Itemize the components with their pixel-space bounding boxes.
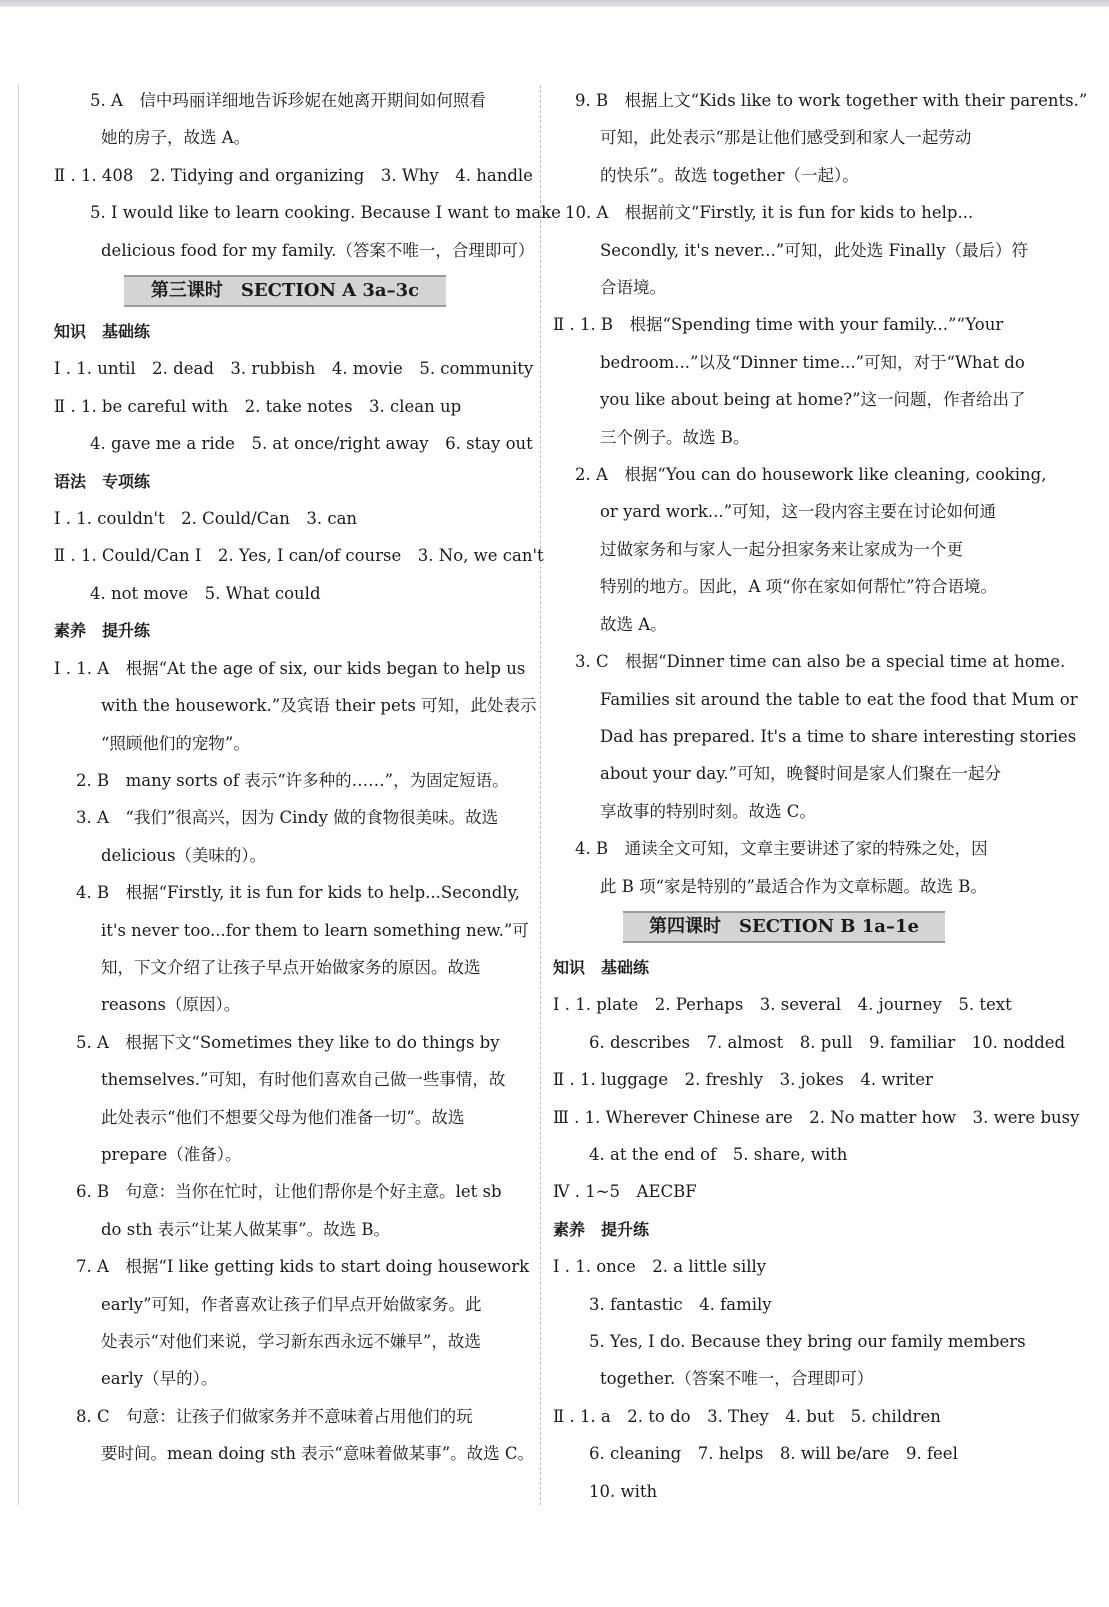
answer-line: Ⅲ . 1. Wherever Chinese are 2. No matter how 3. were busy: [553, 1107, 1080, 1127]
answer-line: 5. A 根据下文“Sometimes they like to do things by: [76, 1032, 500, 1052]
answer-line: 知，下文介绍了让孩子早点开始做家务的原因。故选: [101, 957, 481, 977]
section-heading: 素养 提升练: [553, 1219, 650, 1239]
answer-line: delicious food for my family.（答案不唯一，合理即可）: [101, 240, 535, 260]
answers-continued-right: [553, 82, 1088, 905]
section-heading: 素养 提升练: [54, 621, 151, 641]
answer-line: Families sit around the table to eat the food that Mum or: [600, 689, 1078, 709]
answer-line: Ⅰ . 1. couldn't 2. Could/Can 3. can: [54, 509, 358, 529]
answer-line: together.（答案不唯一，合理即可）: [600, 1369, 874, 1389]
answer-line: or yard work...”可知，这一段内容主要在讨论如何通: [600, 502, 997, 522]
answer-line: bedroom...”以及“Dinner time...”可知，对于“What do: [600, 352, 1025, 372]
answer-line: 10. with: [589, 1481, 658, 1501]
answer-line: themselves.”可知，有时他们喜欢自己做一些事情，故: [101, 1070, 506, 1090]
answer-line: early”可知，作者喜欢让孩子们早点开始做家务。此: [101, 1294, 482, 1314]
answer-line: 6. B 句意：当你在忙时，让他们帮你是个好主意。let sb: [76, 1182, 502, 1202]
lesson-4-answers: [553, 949, 1080, 1510]
answer-line: 5. A 信中玛丽详细地告诉珍妮在她离开期间如何照看: [90, 91, 486, 110]
lesson-3-banner: 第三课时 SECTION A 3a–3c: [124, 275, 446, 307]
section-heading: 知识 基础练: [553, 957, 650, 977]
page-top-strip: [0, 0, 1109, 7]
answer-line: 4. B 通读全文可知，文章主要讲述了家的特殊之处，因: [575, 839, 988, 859]
answer-line: 的快乐”。故选 together（一起）。: [600, 165, 859, 185]
answer-line: delicious（美味的）。: [101, 845, 267, 865]
answer-line: Ⅳ . 1~5 AECBF: [553, 1182, 697, 1202]
answer-line: “照顾他们的宠物”。: [101, 733, 250, 753]
answer-line: 合语境。: [600, 278, 666, 298]
answer-line: 4. at the end of 5. share, with: [589, 1144, 848, 1164]
answer-line: prepare（准备）。: [101, 1144, 242, 1164]
answer-line: 4. B 根据“Firstly, it is fun for kids to help...Secondly,: [76, 883, 520, 903]
answer-line: 故选 A。: [600, 614, 667, 634]
answer-line: 6. cleaning 7. helps 8. will be/are 9. feel: [589, 1444, 958, 1464]
answer-line: 10. A 根据前文“Firstly, it is fun for kids to help...: [565, 203, 974, 223]
answer-line: Ⅰ . 1. once 2. a little silly: [553, 1257, 767, 1277]
lesson-3-answers: [54, 313, 544, 1473]
answer-line: Ⅱ . 1. luggage 2. freshly 3. jokes 4. writer: [553, 1070, 933, 1090]
answer-line: 3. C 根据“Dinner time can also be a special time at home.: [575, 652, 1066, 672]
answer-line: you like about being at home?”这一问题，作者给出了: [600, 390, 1026, 410]
section-heading: 语法 专项练: [54, 471, 151, 491]
left-column: [54, 82, 561, 1473]
answer-line: 5. Yes, I do. Because they bring our family members: [589, 1332, 1026, 1351]
answer-line: 三个例子。故选 B。: [600, 427, 750, 447]
answer-line: Secondly, it's never...”可知，此处选 Finally（最后）符: [600, 240, 1029, 260]
answer-line: Ⅰ . 1. until 2. dead 3. rubbish 4. movie 5. community: [54, 359, 534, 379]
answer-line: 享故事的特别时刻。故选 C。: [600, 801, 816, 821]
answer-line: with the housework.”及宾语 their pets 可知，此处表示: [101, 696, 537, 716]
answer-line: early（早的）。: [101, 1369, 218, 1389]
answer-line: Ⅱ . 1. a 2. to do 3. They 4. but 5. children: [553, 1406, 941, 1426]
answer-line: 2. A 根据“You can do housework like cleaning, cooking,: [575, 465, 1047, 485]
answer-line: about your day.”可知，晚餐时间是家人们聚在一起分: [600, 764, 1002, 784]
answer-line: 4. not move 5. What could: [90, 583, 321, 603]
answer-line: 8. C 句意：让孩子们做家务并不意味着占用他们的玩: [76, 1406, 473, 1426]
answer-line: Ⅰ . 1. plate 2. Perhaps 3. several 4. journey 5. text: [553, 995, 1012, 1015]
answer-line: 过做家务和与家人一起分担家务来让家成为一个更: [600, 539, 963, 559]
answer-line: 此处表示“他们不想要父母为他们准备一切”。故选: [101, 1107, 465, 1127]
left-margin-line: [18, 85, 19, 1505]
answer-line: 特别的地方。因此，A 项“你在家如何帮忙”符合语境。: [600, 577, 998, 597]
right-column: [553, 82, 1088, 1510]
answer-line: 5. I would like to learn cooking. Because I want to make: [90, 203, 561, 223]
answer-line: 处表示“对他们来说，学习新东西永远不嫌早”，故选: [101, 1332, 481, 1351]
answer-line: 7. A 根据“I like getting kids to start doing housework: [76, 1257, 530, 1277]
answer-line: Ⅰ . 1. A 根据“At the age of six, our kids began to help us: [54, 658, 526, 678]
answers-continued: [54, 82, 561, 269]
column-divider: [540, 85, 541, 1505]
answer-line: 可知，此处表示“那是让他们感受到和家人一起劳动: [600, 128, 972, 148]
answer-line: 她的房子，故选 A。: [101, 128, 251, 148]
answer-line: 要时间。mean doing sth 表示“意味着做某事”。故选 C。: [101, 1444, 535, 1464]
answer-line: 4. gave me a ride 5. at once/right away 6. stay out: [90, 434, 533, 454]
answer-line: 3. fantastic 4. family: [589, 1294, 772, 1314]
answer-line: it's never too...for them to learn something new.”可: [101, 920, 529, 940]
answer-line: Ⅱ . 1. Could/Can I 2. Yes, I can/of course 3. No, we can't: [54, 546, 544, 566]
section-heading: 知识 基础练: [54, 322, 151, 342]
answer-line: 9. B 根据上文“Kids like to work together with their parents.”: [575, 91, 1088, 110]
answer-line: Dad has prepared. It's a time to share interesting stories: [600, 726, 1077, 746]
answer-line: Ⅱ . 1. 408 2. Tidying and organizing 3. Why 4. handle: [54, 165, 533, 185]
lesson-4-banner: 第四课时 SECTION B 1a–1e: [623, 911, 945, 943]
answer-line: reasons（原因）。: [101, 995, 241, 1015]
answer-line: 2. B many sorts of 表示“许多种的……”，为固定短语。: [76, 770, 509, 790]
answer-line: 6. describes 7. almost 8. pull 9. familiar 10. nodded: [589, 1032, 1066, 1052]
answer-line: do sth 表示“让某人做某事”。故选 B。: [101, 1219, 390, 1239]
answer-line: 此 B 项“家是特别的”最适合作为文章标题。故选 B。: [600, 876, 987, 896]
answer-line: Ⅱ . 1. B 根据“Spending time with your family...”“Your: [553, 315, 1004, 335]
answer-line: 3. A “我们”很高兴，因为 Cindy 做的食物很美味。故选: [76, 808, 499, 828]
answer-line: Ⅱ . 1. be careful with 2. take notes 3. clean up: [54, 396, 462, 416]
